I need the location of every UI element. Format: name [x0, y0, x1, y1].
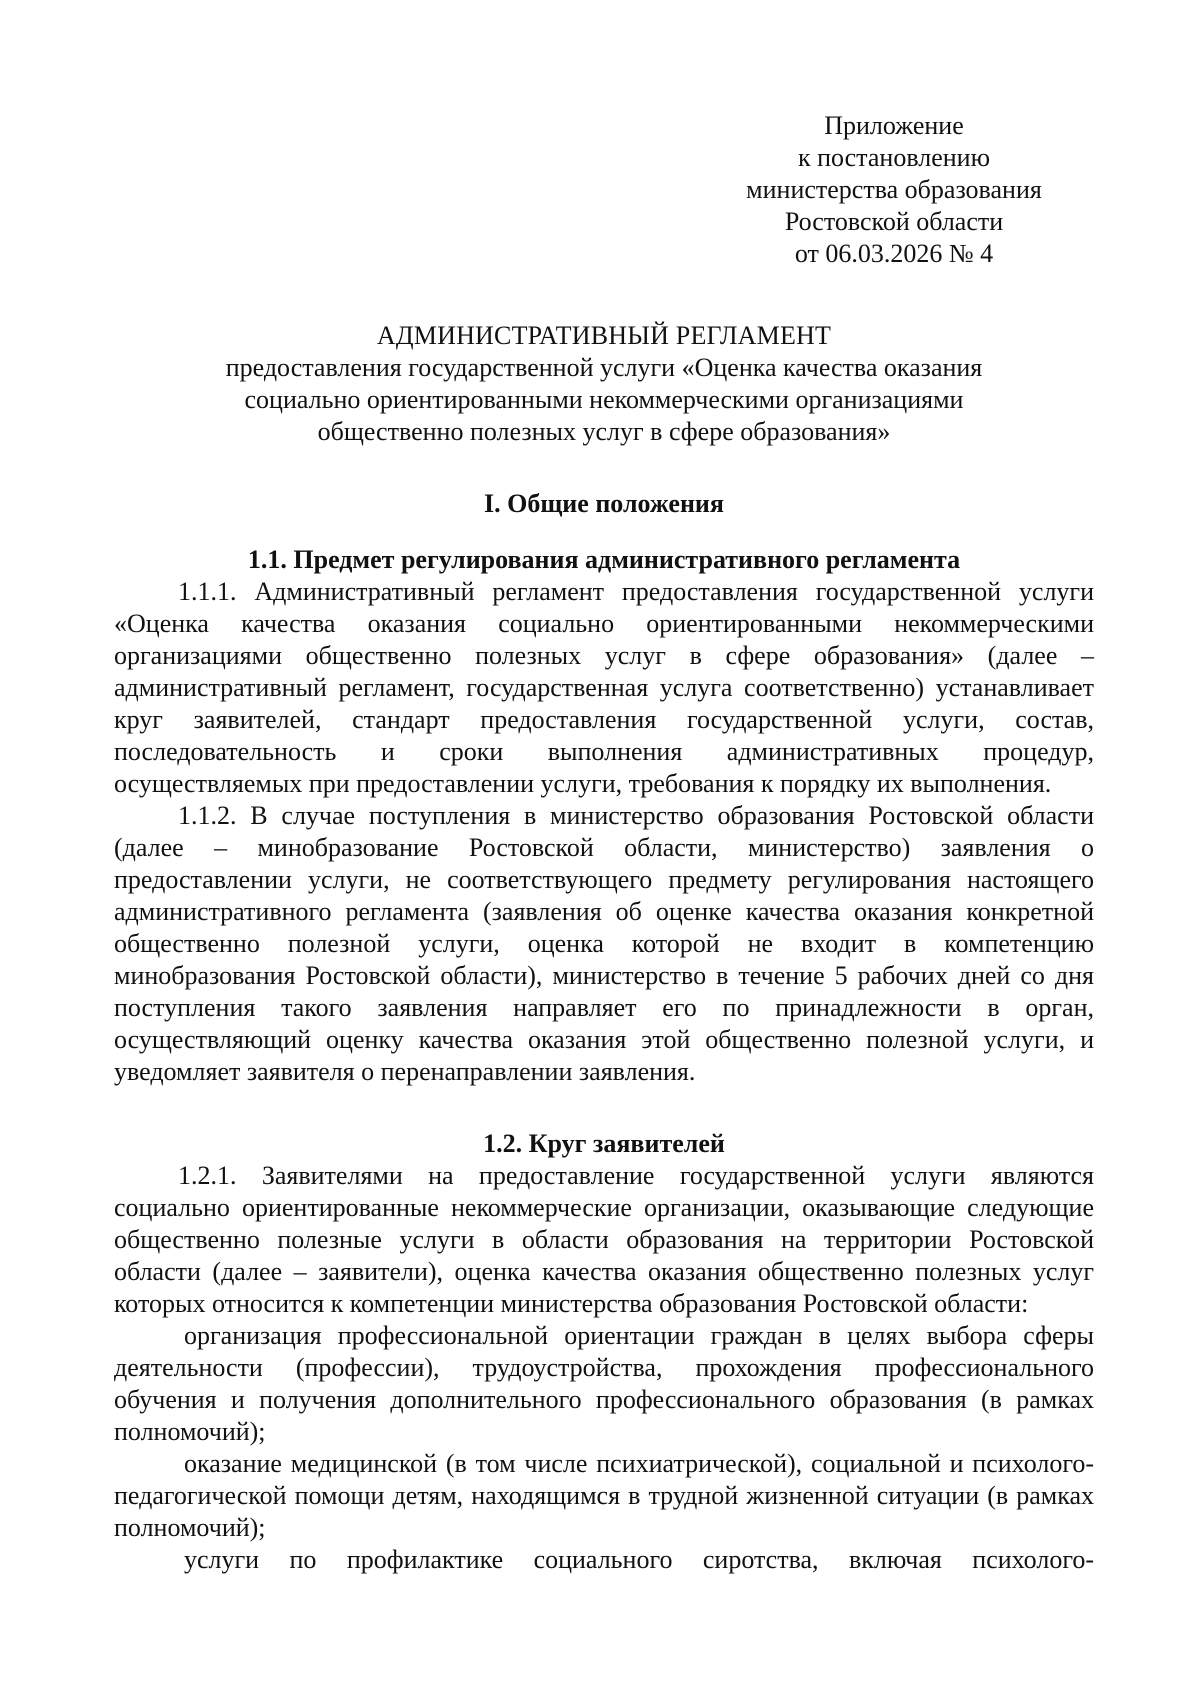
- list-paragraph: оказание медицинской (в том числе психиатрической), социальной и психолого-педагогической помощи детям, находящимся в трудной жизненной ситуации (в рамках полномочий);: [114, 1449, 1094, 1542]
- list-paragraph: организация профессиональной ориентации граждан в целях выбора сферы деятельности (профессии), трудоустройства, прохождения профессионального обучения и получения дополнительного профессионального образования (в рамках полномочий);: [114, 1321, 1094, 1446]
- appendix-line: министерства образования: [746, 175, 1042, 204]
- section-heading: I. Общие положения: [484, 489, 724, 518]
- list-paragraph: услуги по профилактике социального сиротства, включая психолого-: [184, 1545, 1094, 1574]
- appendix-line: Приложение: [824, 111, 964, 140]
- document-title: [114, 320, 1094, 448]
- appendix-line: к постановлению: [797, 143, 991, 172]
- paragraph: 1.1.1. Административный регламент предоставления государственной услуги «Оценка качества оказания социально ориентированными некоммерческими организациями общественно полезных услуг в сфере образования» (далее – административный регламент, государственная услуга соответственно) устанавливает круг заявителей, стандарт предоставления государственной услуги, состав, последовательность и сроки выполнения административных процедур, осуществляемых при предоставлении услуги, требования к порядку их выполнения.: [114, 577, 1094, 798]
- appendix-line: от 06.03.2026 № 4: [794, 239, 994, 268]
- title-main: АДМИНИСТРАТИВНЫЙ РЕГЛАМЕНТ: [376, 321, 832, 350]
- appendix-line: Ростовской области: [784, 207, 1004, 236]
- title-sub-line: предоставления государственной услуги «Оценка качества оказания: [225, 353, 983, 382]
- title-sub-line: общественно полезных услуг в сфере образования»: [317, 417, 891, 446]
- subsection-heading: 1.2. Круг заявителей: [483, 1129, 725, 1158]
- subsection-heading: 1.1. Предмет регулирования административного регламента: [247, 545, 961, 574]
- appendix-block: [714, 110, 1074, 270]
- title-sub-line: социально ориентированными некоммерческими организациями: [244, 385, 964, 414]
- paragraph: 1.1.2. В случае поступления в министерство образования Ростовской области (далее – минобразование Ростовской области, министерство) заявления о предоставлении услуги, не соответствующего предмету регулирования настоящего административного регламента (заявления об оценке качества оказания конкретной общественно полезной услуги, оценка которой не входит в компетенцию минобразования Ростовской области), министерство в течение 5 рабочих дней со дня поступления такого заявления направляет его по принадлежности в орган, осуществляющий оценку качества оказания этой общественно полезной услуги, и уведомляет заявителя о перенаправлении заявления.: [114, 801, 1094, 1086]
- paragraph: 1.2.1. Заявителями на предоставление государственной услуги являются социально ориентированные некоммерческие организации, оказывающие следующие общественно полезные услуги в области образования на территории Ростовской области (далее – заявители), оценка качества оказания общественно полезных услуг которых относится к компетенции министерства образования Ростовской области:: [114, 1161, 1094, 1318]
